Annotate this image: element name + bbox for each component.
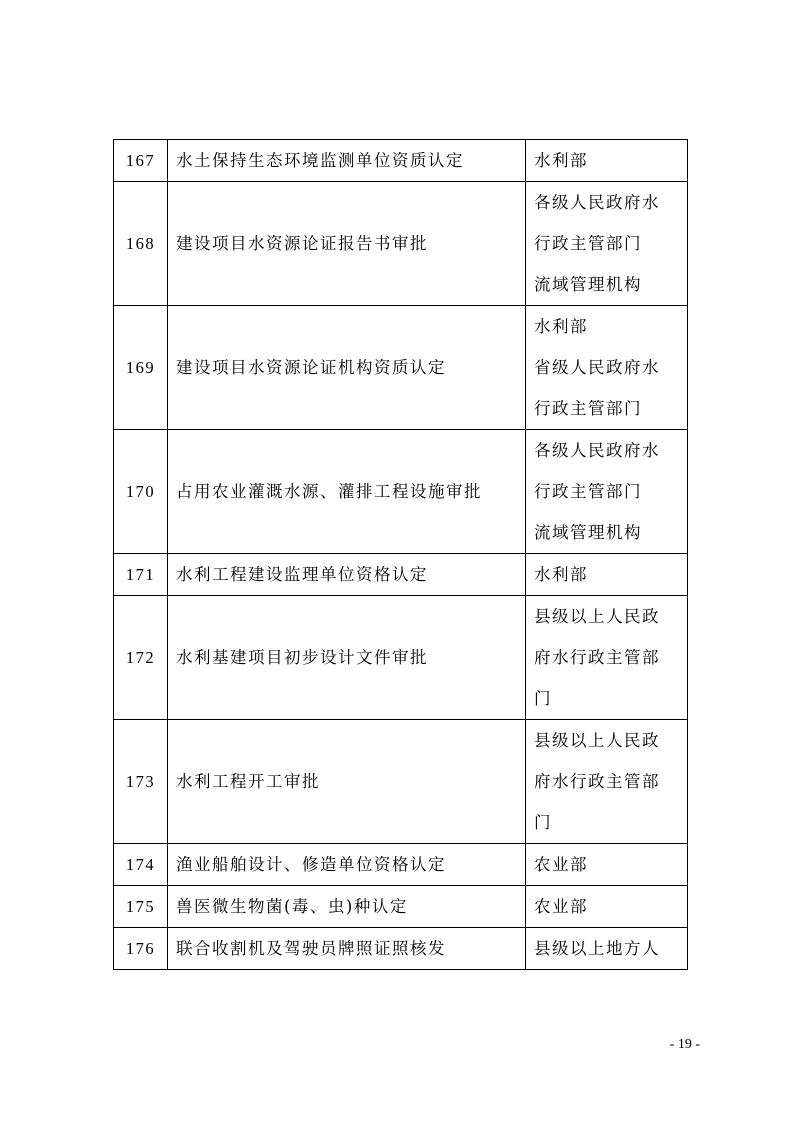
authority-line: 府水行政主管部 (534, 648, 660, 667)
table-row (114, 720, 688, 844)
row-number: 175 (114, 886, 168, 928)
table-row (114, 554, 688, 596)
authority-line: 府水行政主管部 (534, 772, 660, 791)
authority-line: 行政主管部门 (534, 399, 642, 418)
row-number: 170 (114, 430, 168, 554)
approving-authority (526, 596, 688, 720)
approving-authority (526, 182, 688, 306)
table-row (114, 928, 688, 970)
table-row (114, 306, 688, 430)
table-row (114, 886, 688, 928)
authority-line: 各级人民政府水 (534, 441, 660, 460)
approving-authority (526, 430, 688, 554)
approval-item: 占用农业灌溉水源、灌排工程设施审批 (168, 430, 526, 554)
approval-item: 兽医微生物菌(毒、虫)种认定 (168, 886, 526, 928)
authority-line: 流域管理机构 (534, 523, 642, 542)
approval-item: 联合收割机及驾驶员牌照证照核发 (168, 928, 526, 970)
approval-item: 渔业船舶设计、修造单位资格认定 (168, 844, 526, 886)
authority-line: 省级人民政府水 (534, 358, 660, 377)
approval-item: 建设项目水资源论证报告书审批 (168, 182, 526, 306)
table-row (114, 140, 688, 182)
approving-authority (526, 928, 688, 970)
authority-line: 门 (534, 813, 552, 832)
approving-authority (526, 554, 688, 596)
authority-line: 县级以上地方人 (534, 939, 660, 958)
row-number: 174 (114, 844, 168, 886)
authority-line: 各级人民政府水 (534, 193, 660, 212)
row-number: 168 (114, 182, 168, 306)
approval-item: 水利基建项目初步设计文件审批 (168, 596, 526, 720)
approval-item: 水利工程开工审批 (168, 720, 526, 844)
authority-line: 农业部 (534, 897, 588, 916)
authority-line: 县级以上人民政 (534, 731, 660, 750)
table-row (114, 844, 688, 886)
authority-line: 流域管理机构 (534, 275, 642, 294)
approving-authority (526, 844, 688, 886)
approving-authority (526, 306, 688, 430)
row-number: 176 (114, 928, 168, 970)
table-row (114, 430, 688, 554)
authority-line: 农业部 (534, 855, 588, 874)
approving-authority (526, 886, 688, 928)
approving-authority (526, 720, 688, 844)
authority-line: 门 (534, 689, 552, 708)
row-number: 173 (114, 720, 168, 844)
row-number: 169 (114, 306, 168, 430)
approval-items-table (113, 139, 688, 970)
table-row (114, 182, 688, 306)
row-number: 167 (114, 140, 168, 182)
authority-line: 行政主管部门 (534, 482, 642, 501)
approval-item: 水利工程建设监理单位资格认定 (168, 554, 526, 596)
approval-item: 水土保持生态环境监测单位资质认定 (168, 140, 526, 182)
authority-line: 水利部 (534, 565, 588, 584)
table-row (114, 596, 688, 720)
authority-line: 水利部 (534, 317, 588, 336)
page-number: - 19 - (669, 1037, 700, 1052)
authority-line: 水利部 (534, 151, 588, 170)
approving-authority (526, 140, 688, 182)
row-number: 172 (114, 596, 168, 720)
row-number: 171 (114, 554, 168, 596)
authority-line: 行政主管部门 (534, 234, 642, 253)
table-body (114, 140, 688, 970)
approval-item: 建设项目水资源论证机构资质认定 (168, 306, 526, 430)
authority-line: 县级以上人民政 (534, 607, 660, 626)
